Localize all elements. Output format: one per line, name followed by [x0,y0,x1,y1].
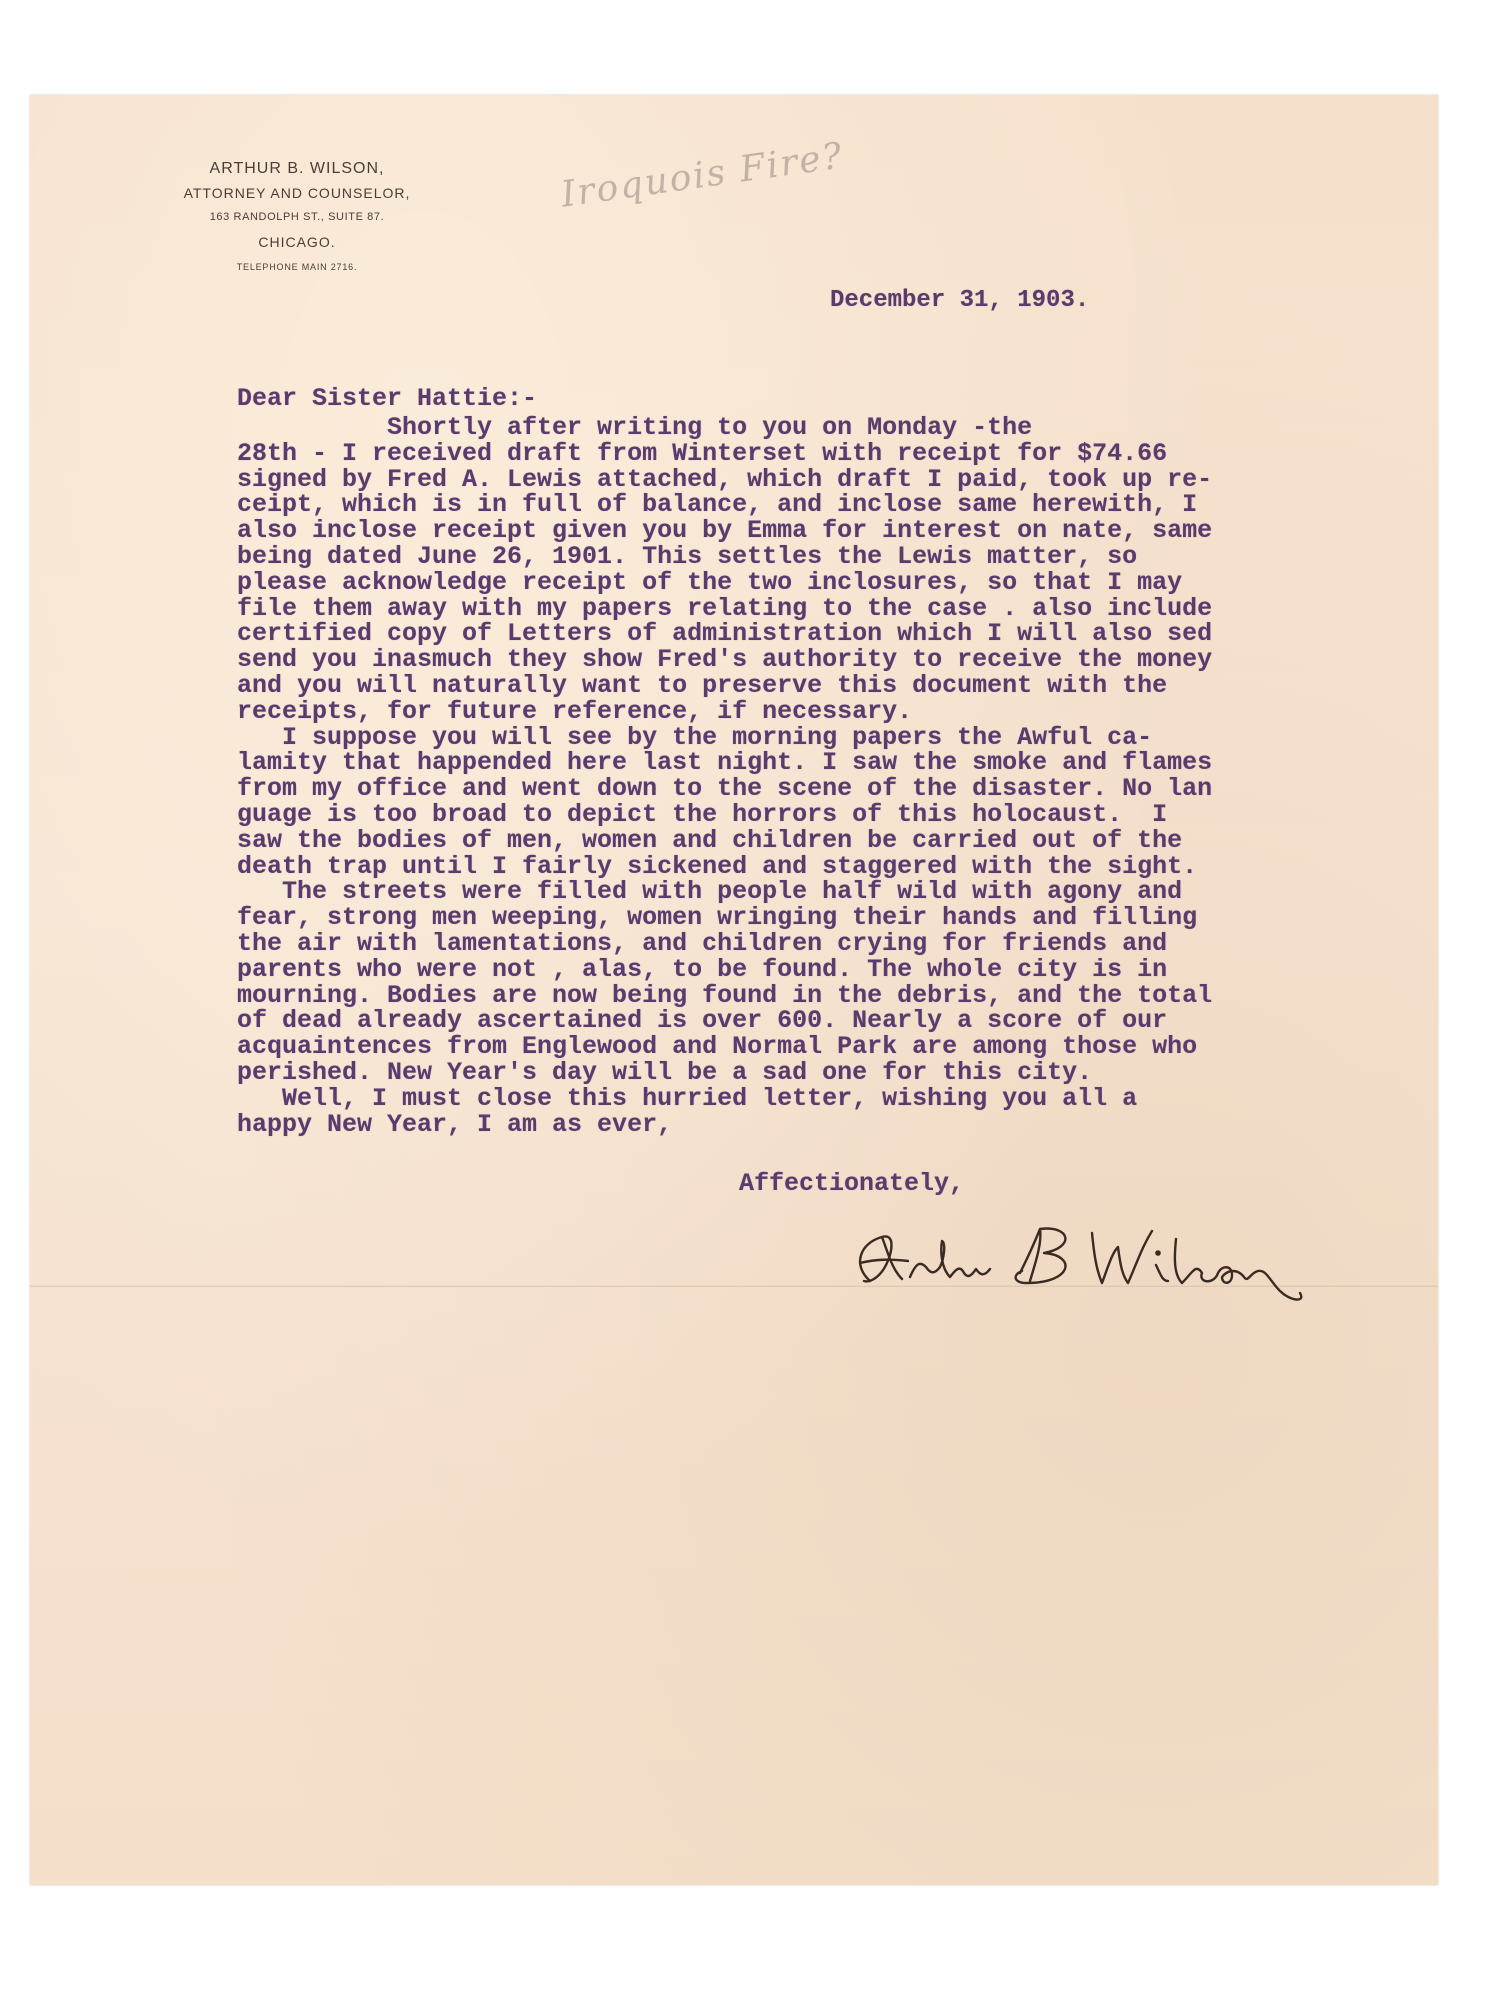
letter-page [30,95,1438,1885]
body-line: perished. New Year's day will be a sad one for this city. [237,1057,1093,1087]
body-line: lamity that happended here last night. I saw the smoke and flames [237,748,1213,778]
letterhead [122,161,472,272]
body-line: 28th - I received draft from Winterset with receipt for $74.66 [237,438,1168,468]
body-line: of dead already ascertained is over 600. Nearly a score of our [237,1006,1168,1036]
letter-date: December 31, 1903. [830,287,1090,314]
letter-body [237,415,1337,1137]
body-line: ceipt, which is in full of balance, and inclose same herewith, I [237,490,1198,520]
body-line: receipts, for future reference, if necessary. [237,696,913,726]
body-line: certified copy of Letters of administration which I will also sed [237,619,1213,649]
body-line: signed by Fred A. Lewis attached, which draft I paid, took up re- [237,464,1213,494]
letterhead-address: 163 RANDOLPH ST., SUITE 87. [209,211,385,223]
letterhead-name: ARTHUR B. WILSON, [209,160,385,177]
body-line: send you inasmuch they show Fred's authority to receive the money [237,645,1213,675]
body-line: and you will naturally want to preserve this document with the [237,670,1168,700]
body-line: file them away with my papers relating to the case . also include [237,593,1213,623]
body-line: fear, strong men weeping, women wringing their hands and filling [237,903,1198,933]
body-line: acquaintences from Englewood and Normal Park are among those who [237,1032,1198,1062]
letterhead-phone: TELEPHONE MAIN 2716. [236,262,358,272]
salutation: Dear Sister Hattie:- [237,384,538,413]
body-line: death trap until I fairly sickened and staggered with the sight. [237,851,1198,881]
body-line: please acknowledge receipt of the two inclosures, so that I may [237,567,1183,597]
closing: Affectionately, [739,1169,965,1198]
body-line: from my office and went down to the scene of the disaster. No lan [237,774,1213,804]
handwritten-signature [830,1203,1350,1323]
body-line: parents who were not , alas, to be found. The whole city is in [237,954,1168,984]
body-line: also inclose receipt given you by Emma for interest on nate, same [237,516,1213,546]
body-line: Well, I must close this hurried letter, wishing you all a [237,1083,1138,1113]
pencil-annotation: Iroquois Fire? [558,135,847,216]
body-line: Shortly after writing to you on Monday -the [237,413,1033,442]
body-line: I suppose you will see by the morning papers the Awful ca- [237,722,1153,752]
body-line: guage is too broad to depict the horrors of this holocaust. I [237,799,1168,829]
body-line: the air with lamentations, and children crying for friends and [237,928,1168,958]
body-line: being dated June 26, 1901. This settles the Lewis matter, so [237,541,1138,571]
body-line: The streets were filled with people half wild with agony and [237,877,1183,907]
body-line: saw the bodies of men, women and children be carried out of the [237,825,1183,855]
letterhead-city: CHICAGO. [258,234,336,250]
body-line: happy New Year, I am as ever, [237,1109,673,1139]
letterhead-title: ATTORNEY AND COUNSELOR, [183,185,411,201]
body-line: mourning. Bodies are now being found in the debris, and the total [237,980,1213,1010]
